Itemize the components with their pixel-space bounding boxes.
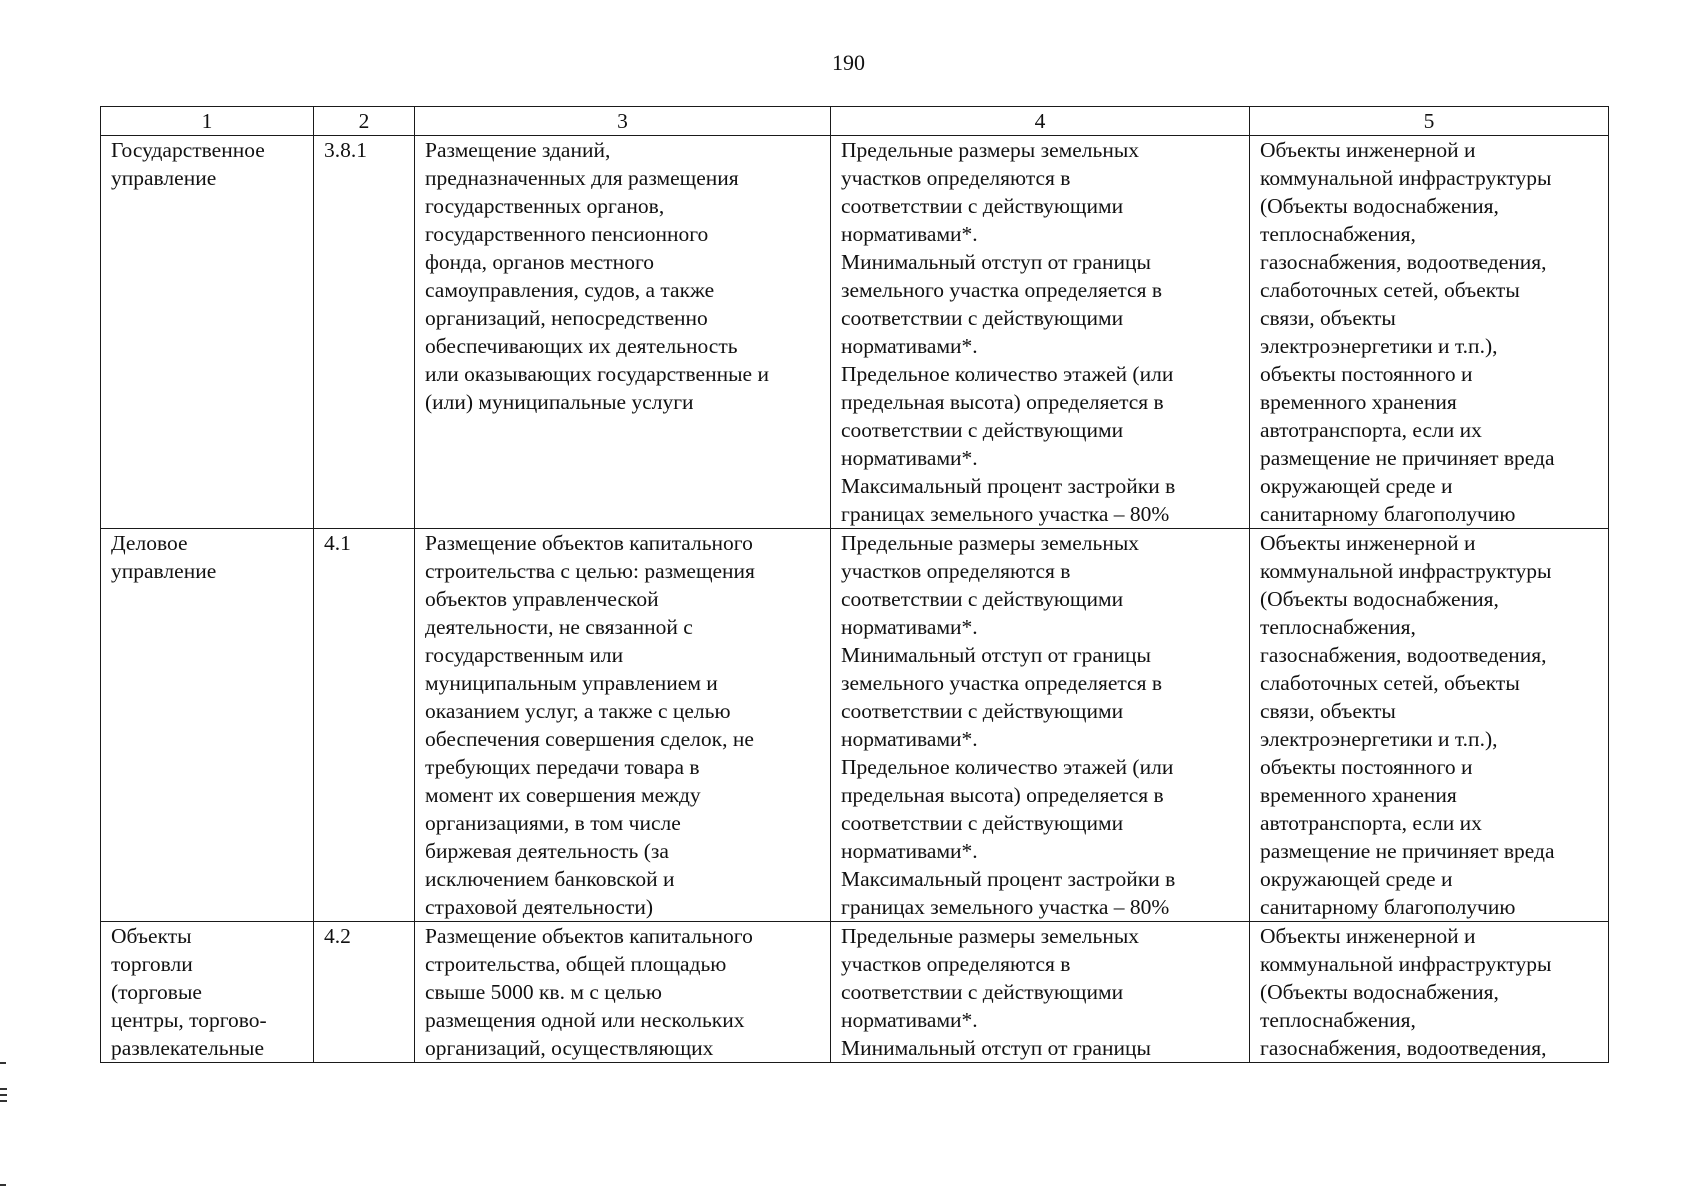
scan-margin-mark [0,1094,7,1096]
page-number: 190 [832,50,865,75]
scan-margin-mark [0,1100,7,1102]
column-header-2: 2 [314,107,415,136]
table-row [101,529,1609,922]
use-auxiliary: Объекты инженерной и коммунальной инфраструктуры (Объекты водоснабжения, теплоснабжения, газоснабжения, водоотведения, слаботочных сетей, объекты связи, объекты электроэнергетики и т.п.), объекты постоянного и временного хранения автотранспорта, если их размещение не причиняет вреда окружающей среде и санитарному благополучию [1260,138,1555,526]
use-name-cell [101,922,314,1063]
use-auxiliary: Объекты инженерной и коммунальной инфраструктуры (Объекты водоснабжения, теплоснабжения, газоснабжения, водоотведения, [1260,924,1552,1060]
column-header-5: 5 [1250,107,1609,136]
use-name: Государственное управление [111,138,265,190]
use-description-cell [415,922,831,1063]
use-auxiliary-cell [1250,529,1609,922]
table-row [101,922,1609,1063]
use-code: 4.1 [324,531,351,555]
table-header-row [101,107,1609,136]
use-code-cell [314,136,415,529]
column-header-4: 4 [831,107,1250,136]
use-parameters-cell [831,529,1250,922]
use-description-cell [415,529,831,922]
use-parameters: Предельные размеры земельных участков определяются в соответствии с действующими нормативами*. Минимальный отступ от границы [841,924,1151,1060]
use-description: Размещение объектов капитального строительства, общей площадью свыше 5000 кв. м с целью размещения одной или нескольких организаций, осуществляющих [425,924,753,1060]
use-parameters-cell [831,136,1250,529]
use-auxiliary-cell [1250,136,1609,529]
use-name: Деловое управление [111,531,217,583]
table-row [101,136,1609,529]
use-name-cell [101,136,314,529]
use-parameters: Предельные размеры земельных участков определяются в соответствии с действующими нормативами*. Минимальный отступ от границы земельного участка определяется в соответствии с действующими нормативами*. Предельное количество этажей (или предельная высота) определяется в соответствии с действующими нормативами*. Максимальный процент застройки в границах земельного участка – 80% [841,138,1176,526]
use-code-cell [314,922,415,1063]
use-description: Размещение зданий, предназначенных для размещения государственных органов, государственного пенсионного фонда, органов местного самоуправления, судов, а также организаций, непосредственно обеспечивающих их деятельность или оказывающих государственные и (или) муниципальные услуги [425,138,769,414]
use-code: 3.8.1 [324,138,367,162]
column-header-1: 1 [101,107,314,136]
use-description: Размещение объектов капитального строительства с целью: размещения объектов управленческой деятельности, не связанной с государственным или муниципальным управлением и оказанием услуг, а также с целью обеспечения совершения сделок, не требующих передачи товара в момент их совершения между организациями, в том числе биржевая деятельность (за исключением банковской и страховой деятельности) [425,531,755,919]
scan-margin-mark [0,1184,6,1186]
scan-margin-mark [0,1088,7,1090]
use-name: Объекты торговли (торговые центры, торгово- развлекательные [111,924,267,1060]
zoning-table [100,106,1609,1063]
column-header-3: 3 [415,107,831,136]
use-description-cell [415,136,831,529]
use-parameters: Предельные размеры земельных участков определяются в соответствии с действующими нормативами*. Минимальный отступ от границы земельного участка определяется в соответствии с действующими нормативами*. Предельное количество этажей (или предельная высота) определяется в соответствии с действующими нормативами*. Максимальный процент застройки в границах земельного участка – 80% [841,531,1176,919]
use-parameters-cell [831,922,1250,1063]
scan-margin-mark [0,1062,6,1064]
use-code-cell [314,529,415,922]
use-code: 4.2 [324,924,351,948]
use-name-cell [101,529,314,922]
use-auxiliary: Объекты инженерной и коммунальной инфраструктуры (Объекты водоснабжения, теплоснабжения, газоснабжения, водоотведения, слаботочных сетей, объекты связи, объекты электроэнергетики и т.п.), объекты постоянного и временного хранения автотранспорта, если их размещение не причиняет вреда окружающей среде и санитарному благополучию [1260,531,1555,919]
use-auxiliary-cell [1250,922,1609,1063]
